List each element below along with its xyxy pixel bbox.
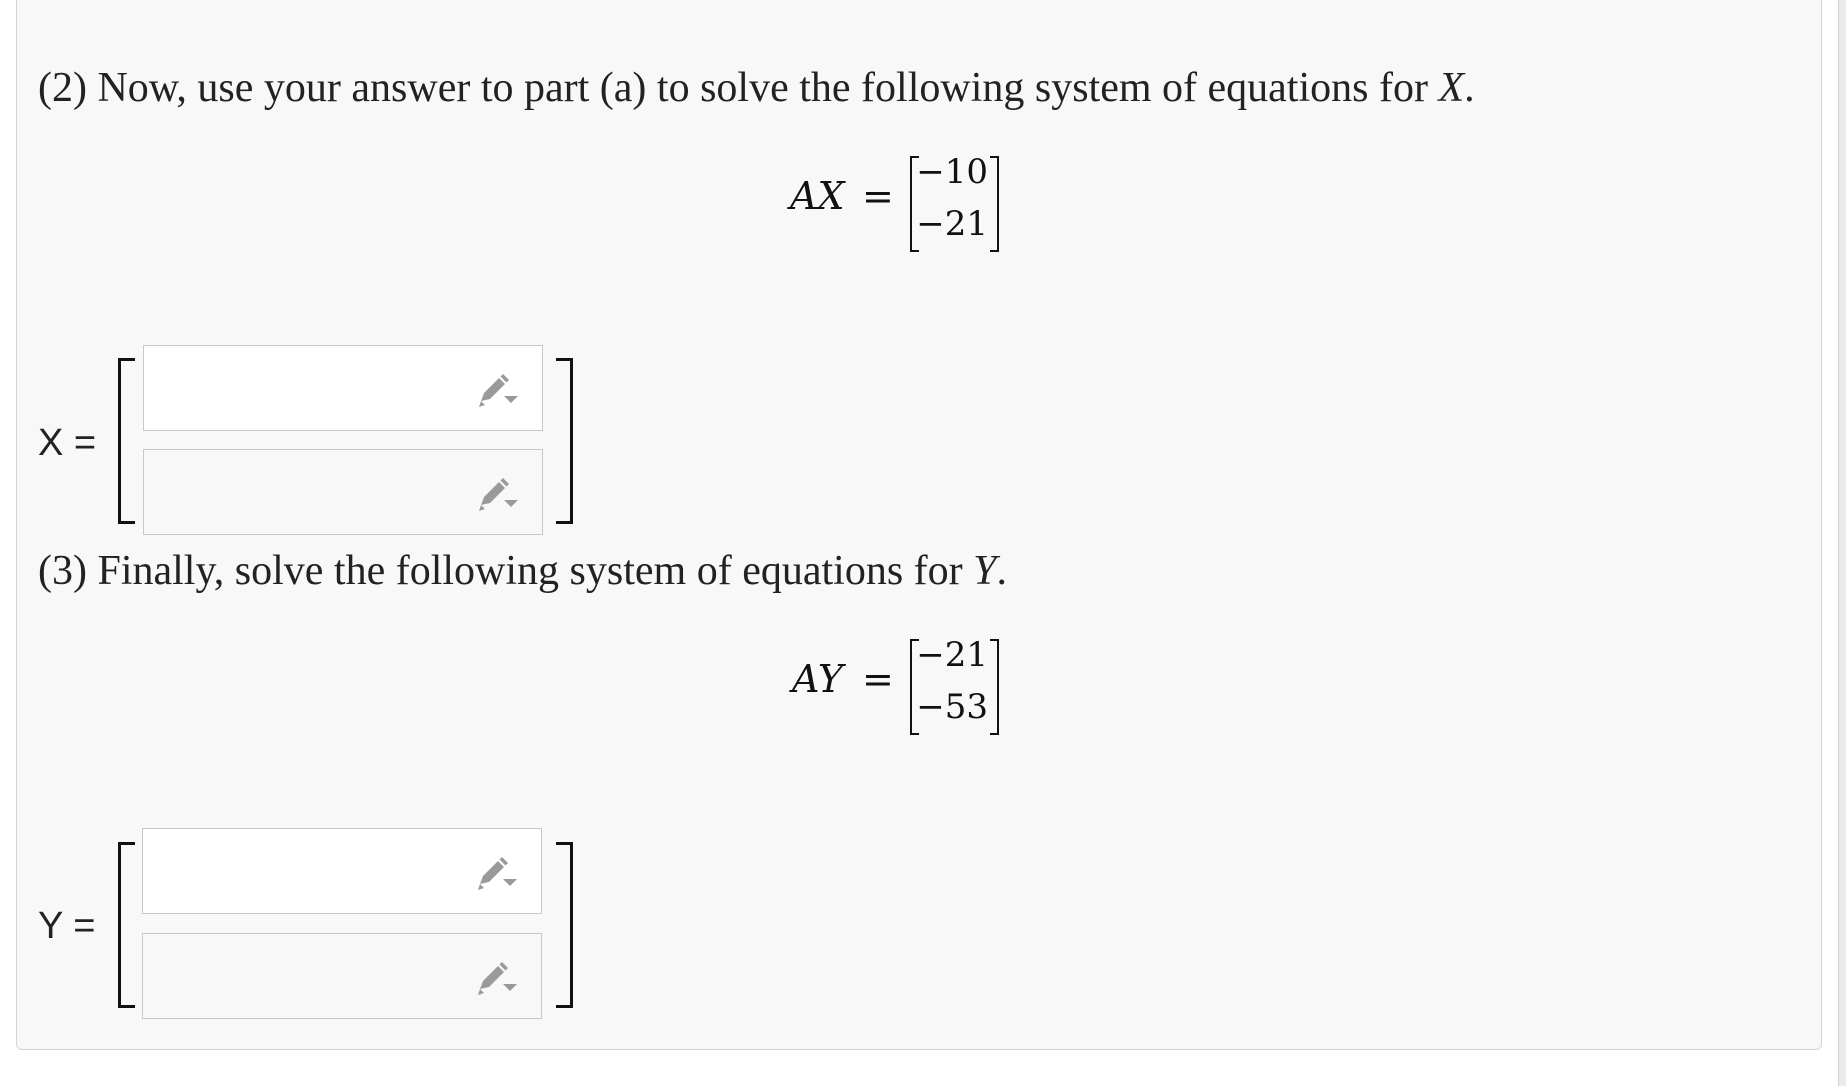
part3-vector-right-bracket: [990, 639, 999, 735]
part3-prompt-suffix: .: [996, 548, 1007, 594]
scrollbar-edge: [1838, 0, 1846, 1086]
pencil-dropdown-icon[interactable]: [477, 857, 519, 891]
part3-equation-lhs: AY: [792, 657, 843, 701]
pencil-dropdown-icon[interactable]: [478, 374, 520, 408]
y-matrix-right-bracket: [556, 842, 573, 1008]
part2-prompt-suffix: .: [1464, 65, 1475, 111]
part3-prompt-var: Y: [973, 548, 997, 594]
part3-prompt: [38, 546, 1007, 596]
x-entry-1[interactable]: [143, 345, 543, 431]
y-entry-1[interactable]: [142, 828, 542, 914]
pencil-dropdown-icon[interactable]: [478, 478, 520, 512]
part3-vector-entry-1: −21: [916, 635, 988, 675]
part3-prompt-text: (3) Finally, solve the following system of equations for: [38, 548, 974, 594]
part2-prompt-text: (2) Now, use your answer to part (a) to solve the following system of equations for: [38, 65, 1439, 111]
y-matrix-left-bracket: [118, 842, 135, 1008]
y-entry-2[interactable]: [142, 933, 542, 1019]
y-answer-label: Y =: [38, 905, 96, 947]
part2-vector-entry-1: −10: [916, 152, 988, 192]
part2-vector-entry-2: −21: [916, 204, 988, 244]
part3-equation-equals: =: [862, 657, 894, 701]
x-matrix-left-bracket: [118, 358, 135, 524]
part2-prompt-var: X: [1438, 65, 1465, 111]
part3-vector-entry-2: −53: [916, 687, 988, 727]
x-matrix-right-bracket: [556, 358, 573, 524]
part2-equation-equals: =: [862, 174, 894, 218]
x-answer-label: X =: [38, 422, 97, 464]
x-entry-2[interactable]: [143, 449, 543, 535]
part2-prompt: [38, 63, 1475, 113]
part2-vector-right-bracket: [990, 156, 999, 252]
part2-equation-lhs: AX: [790, 174, 845, 218]
pencil-dropdown-icon[interactable]: [477, 962, 519, 996]
